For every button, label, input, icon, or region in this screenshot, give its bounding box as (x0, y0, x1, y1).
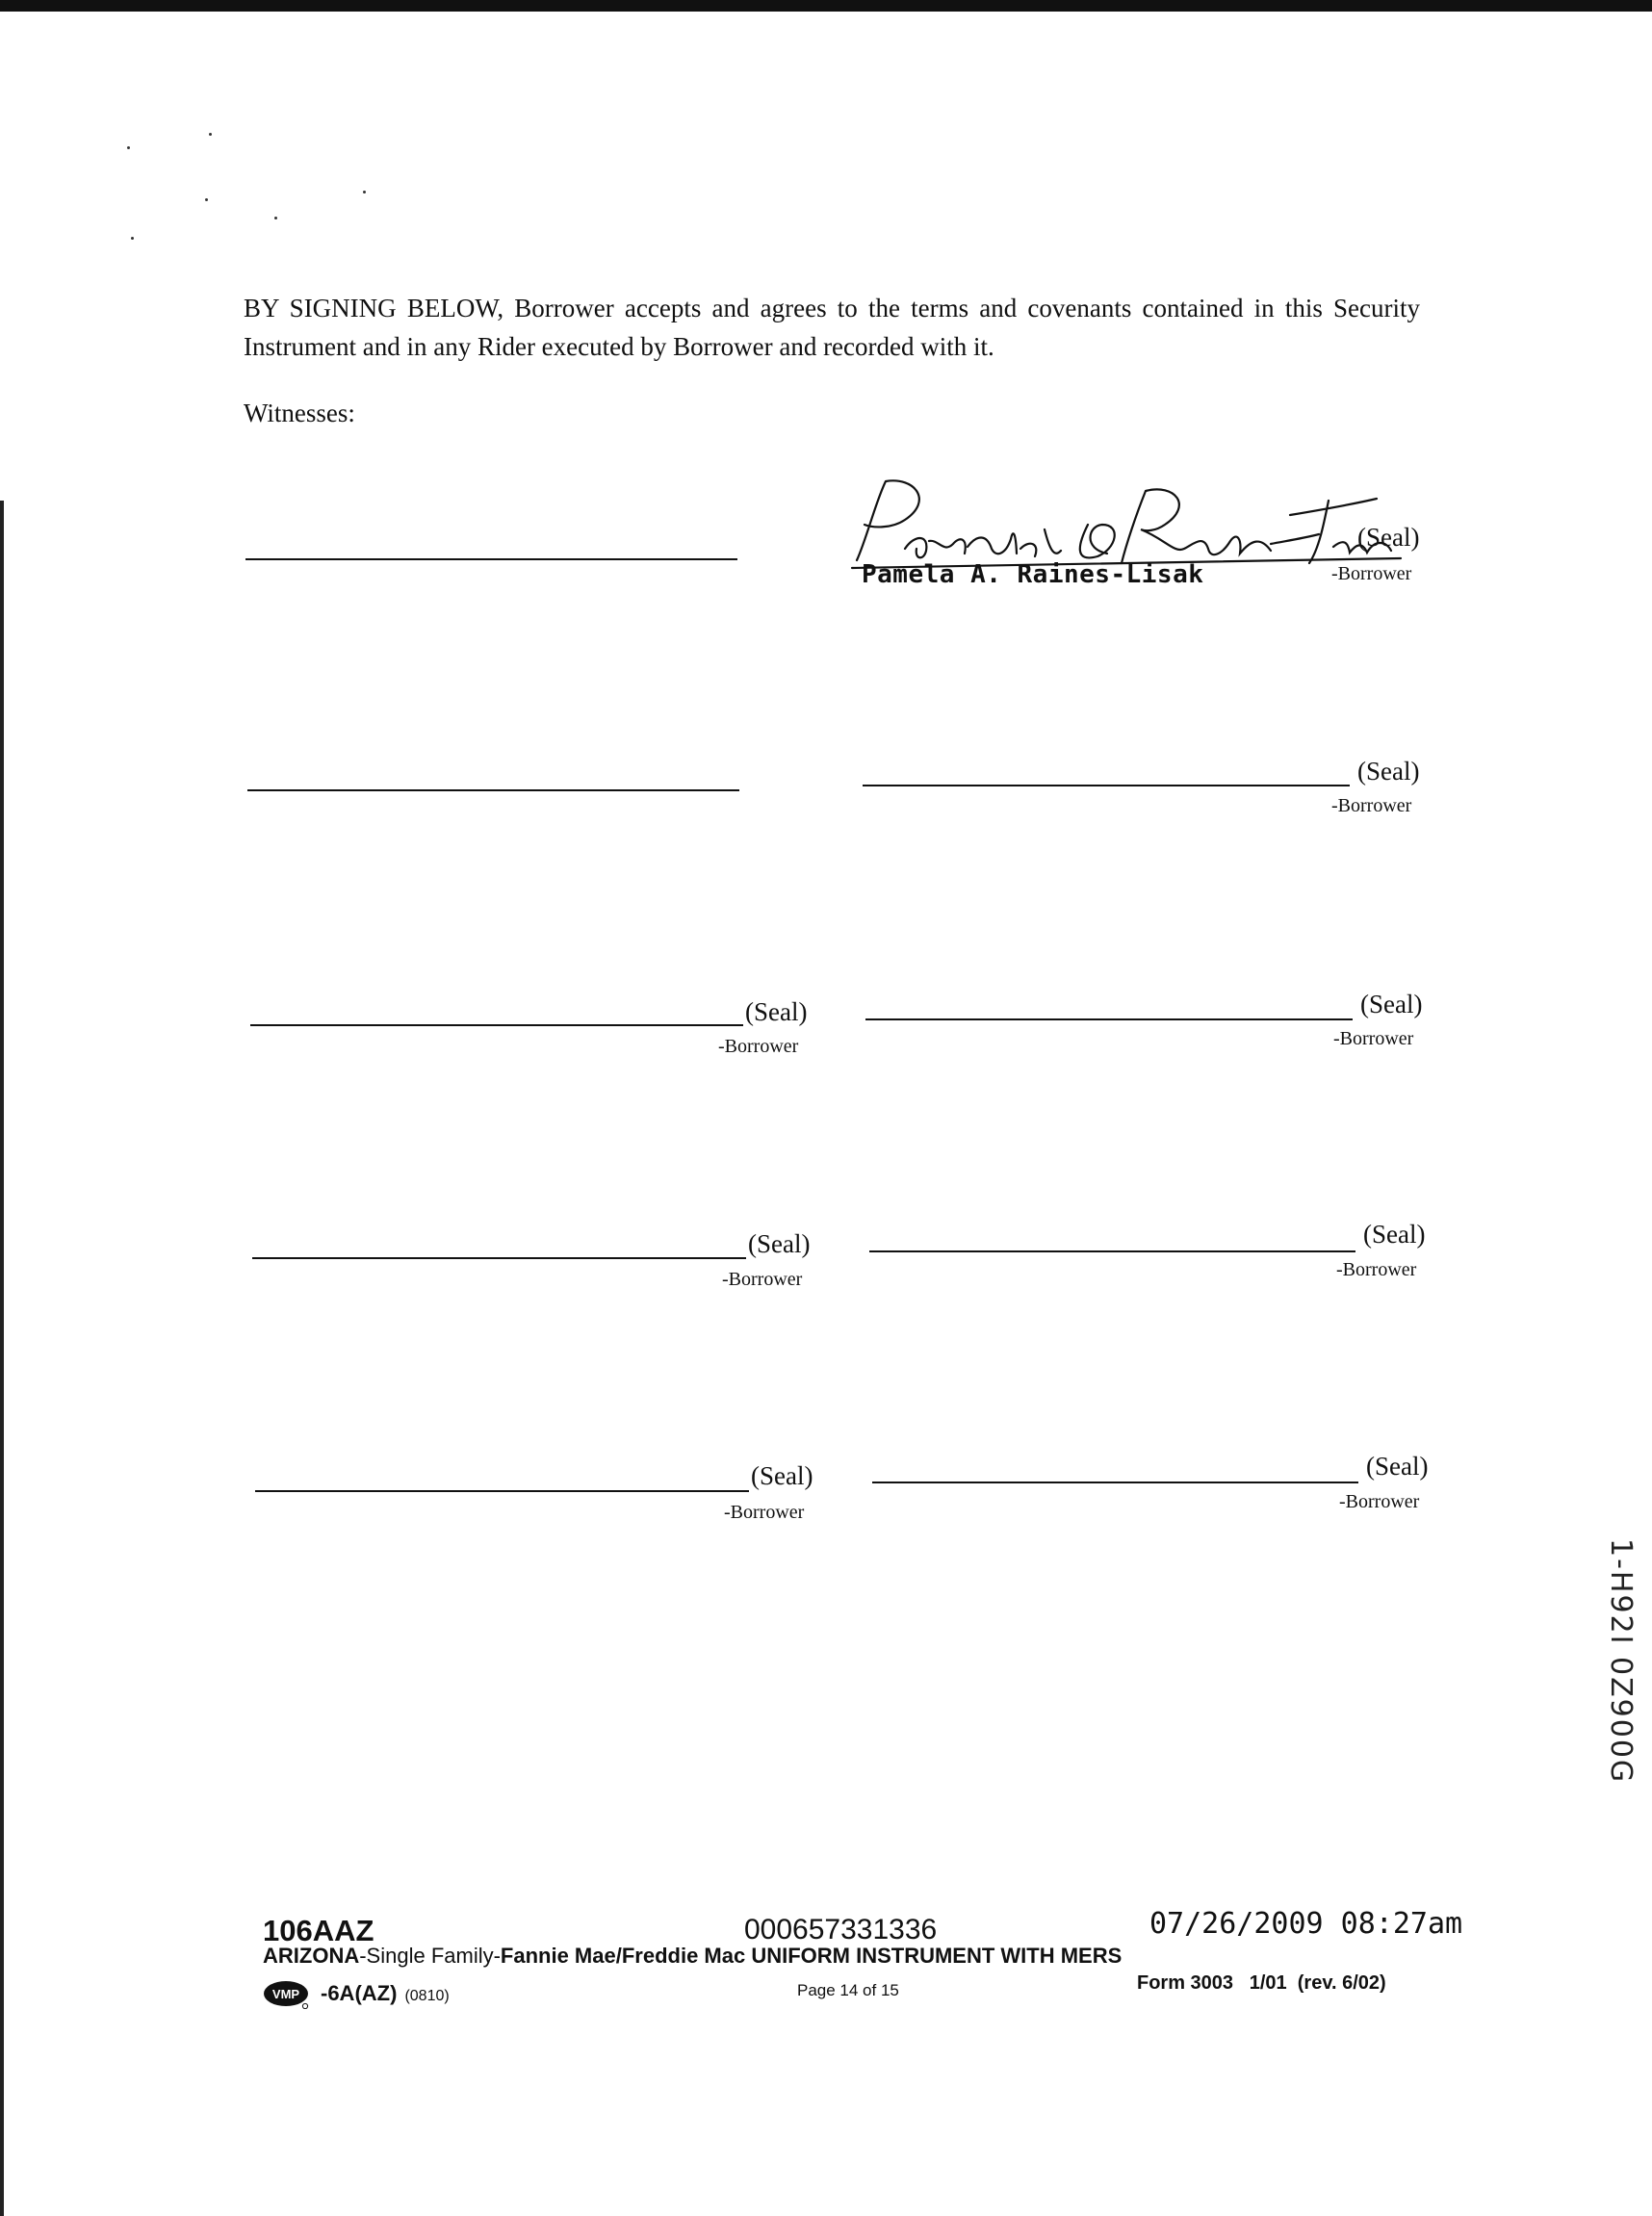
borrower-label: -Borrower (1331, 563, 1412, 584)
scan-speck (127, 146, 130, 149)
form-title-rest: Fannie Mae/Freddie Mac UNIFORM INSTRUMENT WITH MERS (500, 1944, 1123, 1968)
borrower-label: -Borrower (1331, 795, 1412, 816)
form-title (263, 1944, 1122, 1969)
borrower-signature-line (252, 1257, 746, 1259)
seal-label: (Seal) (745, 997, 808, 1026)
borrower-label: -Borrower (718, 1036, 799, 1057)
borrower-signature-line (250, 1024, 743, 1026)
seal-label: (Seal) (1357, 523, 1420, 552)
borrower-signature-line (872, 1482, 1358, 1483)
side-stamp: 1-H92I 0Z900G (1604, 1538, 1638, 1785)
seal-label: (Seal) (1360, 990, 1423, 1018)
seal-label: (Seal) (1357, 757, 1420, 786)
signing-statement: BY SIGNING BELOW, Borrower accepts and agrees to the terms and covenants contained in this Security Instrument and in any Rider executed by Borrower and recorded with it. (244, 294, 1420, 361)
scan-left-edge (0, 501, 4, 2216)
signature-lettering: Pamela A. Raines-Lisak (847, 472, 857, 473)
scan-top-edge (0, 0, 1652, 12)
witness-signature-line (247, 789, 739, 791)
vmp-form-code (321, 1981, 450, 2006)
borrower-label: -Borrower (724, 1502, 805, 1523)
borrower-label: -Borrower (722, 1269, 803, 1290)
print-datetime: 07/26/2009 08:27am (1149, 1907, 1463, 1941)
borrower-label: -Borrower (1339, 1491, 1420, 1512)
form-title-state: ARIZONA (263, 1944, 360, 1968)
seal-label: (Seal) (1366, 1452, 1429, 1481)
borrower-signature-line (255, 1490, 749, 1492)
borrower-label: -Borrower (1336, 1259, 1417, 1280)
borrower-signature-line (865, 1018, 1353, 1020)
vmp-version: (0810) (404, 1988, 450, 2004)
svg-text:VMP: VMP (271, 1987, 300, 2001)
form-title-mid: -Single Family- (359, 1944, 501, 1968)
vmp-form: -6A(AZ) (321, 1981, 398, 2005)
page-number: Page 14 of 15 (797, 1981, 899, 1999)
witnesses-label: Witnesses: (244, 399, 355, 427)
witness-signature-line (245, 558, 737, 560)
loan-number: 000657331336 (744, 1914, 938, 1945)
seal-label: (Seal) (751, 1461, 813, 1490)
form-code: 106AAZ (263, 1914, 374, 1947)
borrower-printed-name: Pamela A. Raines-Lisak (862, 560, 1204, 589)
form-number: Form 3003 1/01 (rev. 6/02) (1137, 1972, 1386, 1994)
seal-label: (Seal) (748, 1229, 811, 1258)
borrower-signature-line (863, 785, 1350, 786)
borrower-label: -Borrower (1333, 1028, 1414, 1049)
scan-speck (205, 198, 208, 201)
scan-speck (209, 133, 212, 136)
scan-speck (363, 191, 366, 193)
borrower-signature-line (869, 1250, 1355, 1252)
vmp-logo-icon (263, 1980, 309, 2009)
scan-speck (131, 237, 134, 240)
seal-label: (Seal) (1363, 1220, 1426, 1249)
scan-speck (274, 217, 277, 219)
